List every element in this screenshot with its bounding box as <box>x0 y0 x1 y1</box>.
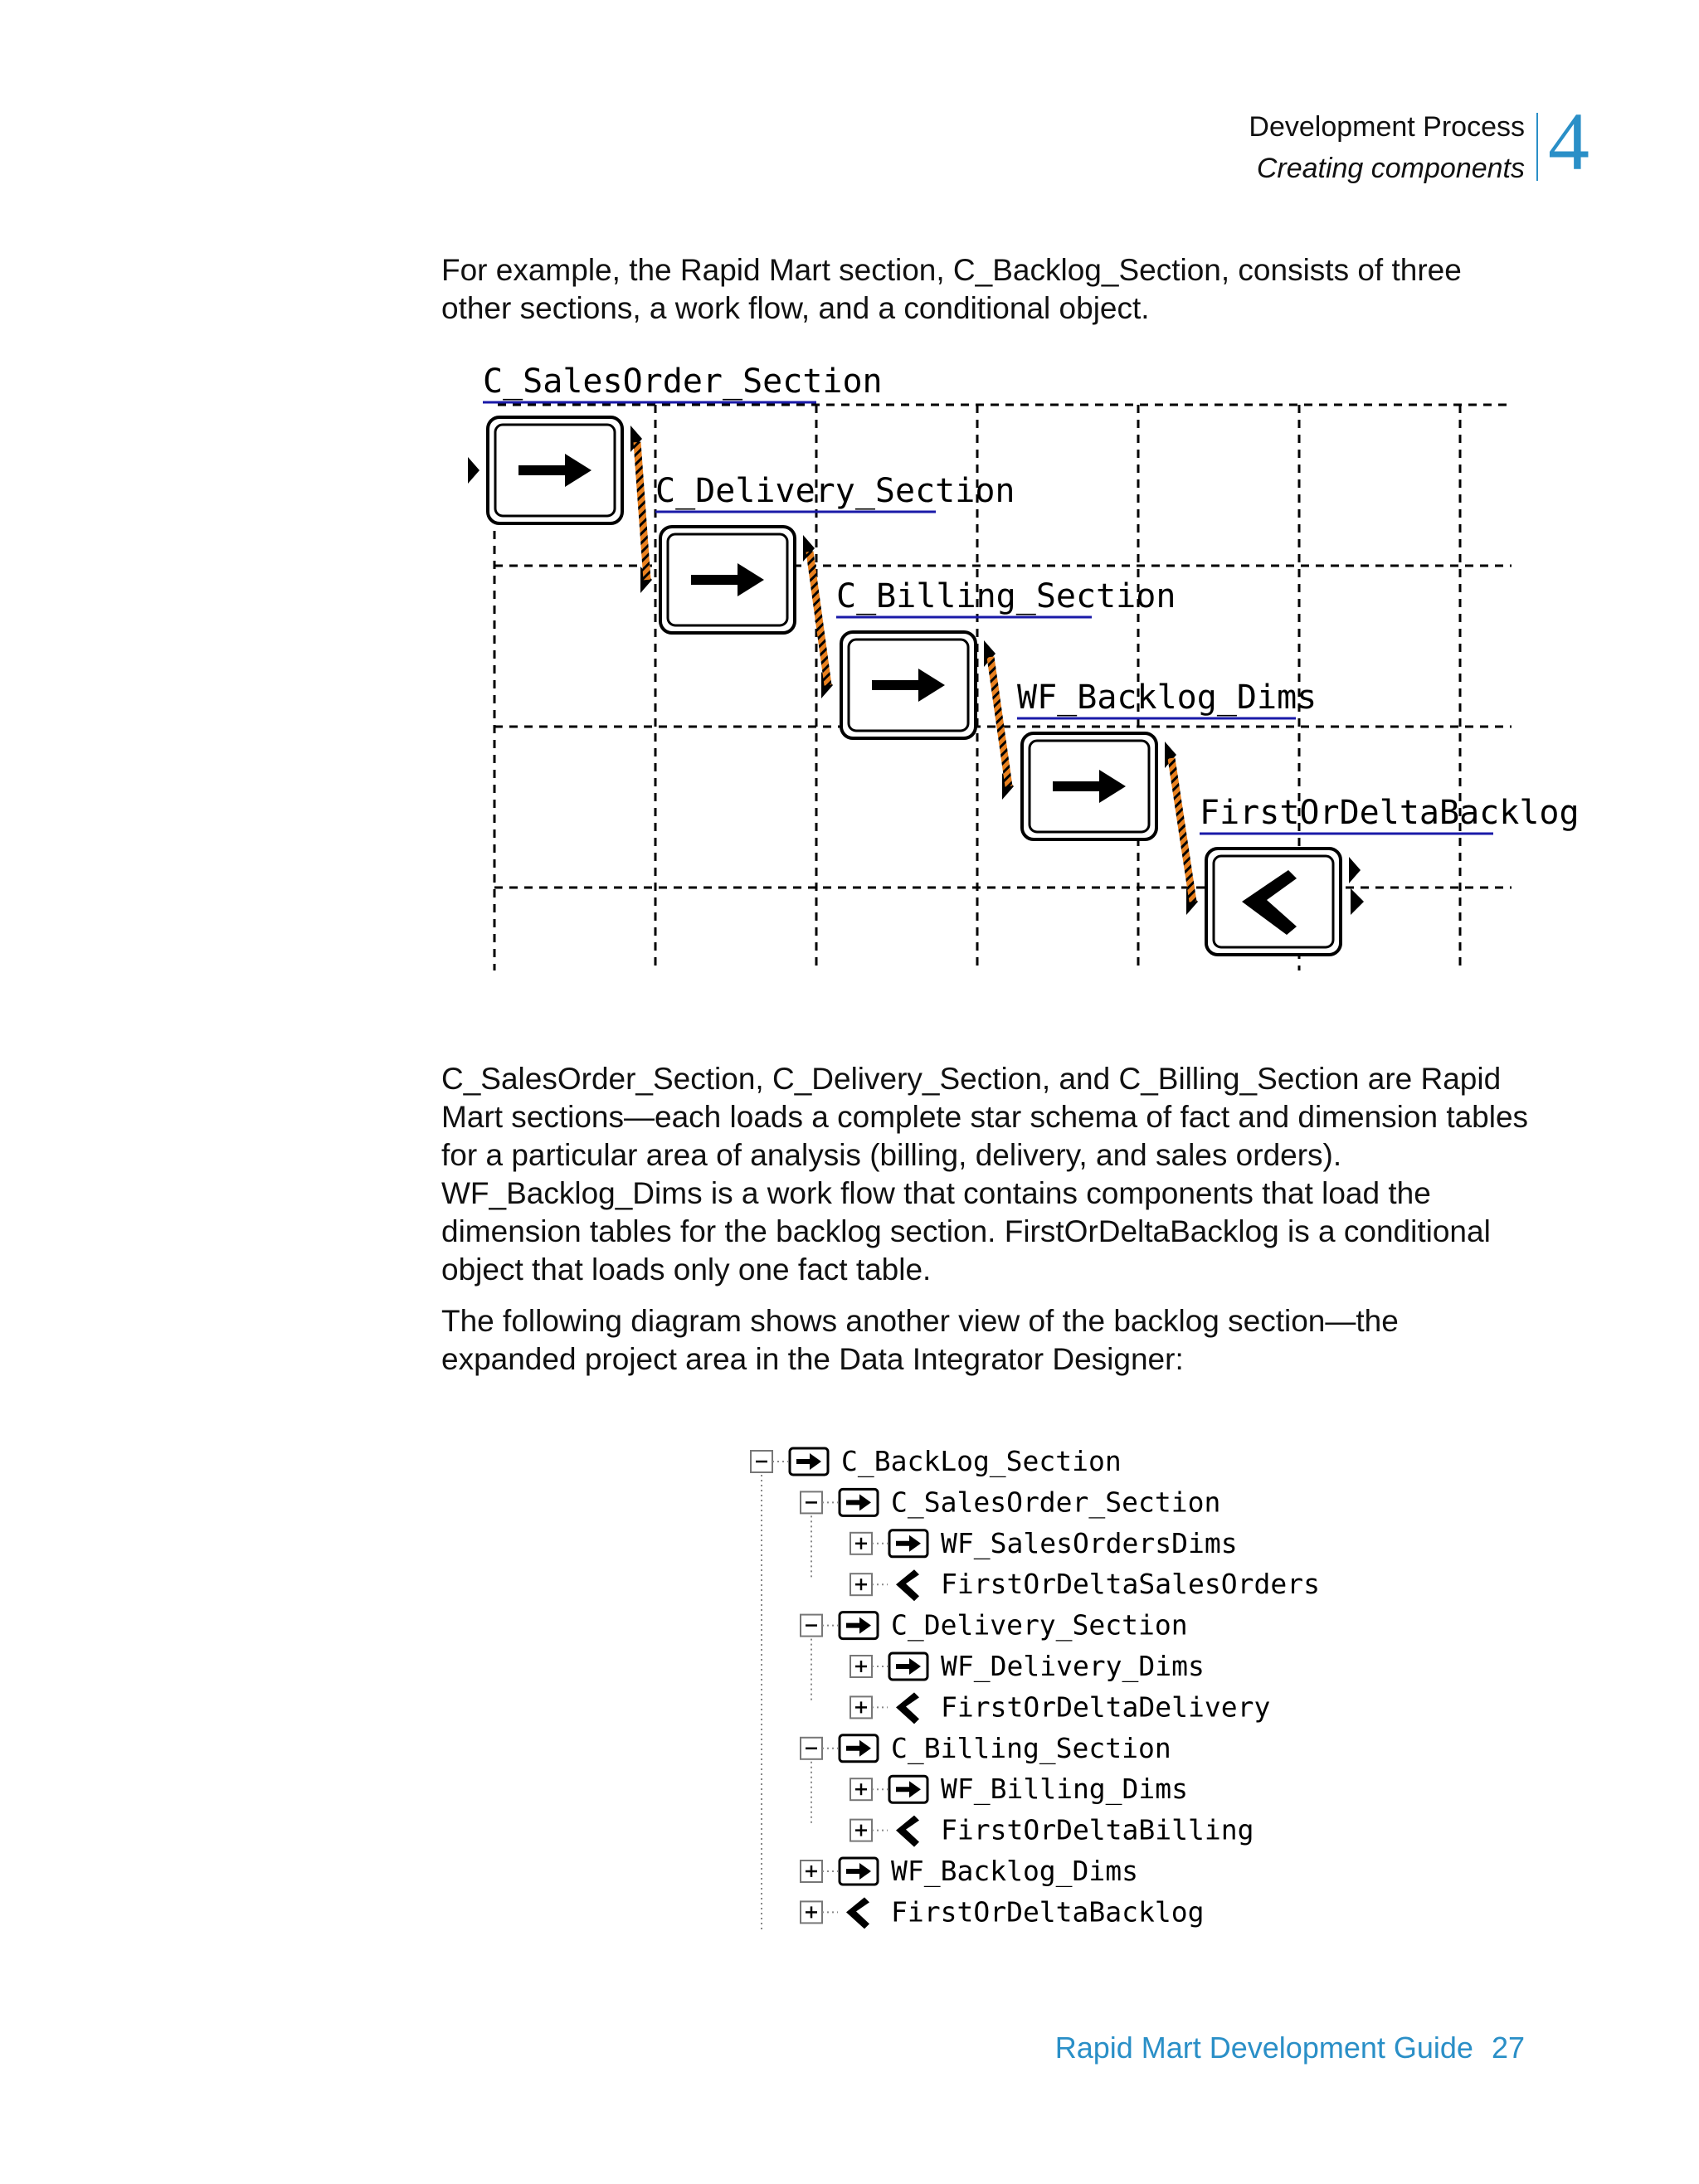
output-port-icon[interactable] <box>1349 857 1361 883</box>
workflow-icon <box>790 1448 828 1475</box>
arrow-right-icon <box>896 1781 921 1797</box>
tree-item[interactable] <box>801 1855 1138 1888</box>
collapse-icon[interactable] <box>801 1615 822 1637</box>
conditional-icon <box>896 1569 919 1601</box>
tree-item[interactable] <box>801 1486 1220 1519</box>
expand-icon[interactable] <box>801 1901 822 1923</box>
diagram-node-label: C_Billing_Section <box>836 577 1176 615</box>
following-paragraph: The following diagram shows another view of the backlog section—the expanded project area in the Data Integrator Designer: <box>441 1304 1399 1376</box>
expand-icon[interactable] <box>850 1778 872 1800</box>
chapter-number: 4 <box>1548 95 1589 187</box>
conditional-icon <box>896 1692 919 1724</box>
workflow-connector[interactable] <box>991 657 1009 786</box>
tree-item-label: FirstOrDeltaBilling <box>941 1813 1254 1846</box>
expand-icon[interactable] <box>850 1656 872 1677</box>
arrow-right-icon <box>796 1453 821 1470</box>
tree-item[interactable] <box>801 1732 1171 1765</box>
tree-item-label: C_Delivery_Section <box>891 1608 1188 1642</box>
workflow-connector[interactable] <box>1171 758 1193 902</box>
collapse-icon[interactable] <box>801 1738 822 1759</box>
diagram-node-label: FirstOrDeltaBacklog <box>1200 794 1580 832</box>
input-port-icon[interactable] <box>468 457 480 484</box>
footer-guide-title: Rapid Mart Development Guide <box>1054 2031 1473 2065</box>
workflow-diagram <box>0 0 1699 1012</box>
output-port-icon[interactable] <box>1351 888 1364 915</box>
tree-item[interactable] <box>850 1650 1205 1683</box>
workflow-icon <box>840 1735 878 1762</box>
tree-item[interactable] <box>801 1609 1188 1642</box>
expand-icon[interactable] <box>850 1533 872 1554</box>
diagram-node-label: WF_Backlog_Dims <box>1017 679 1317 717</box>
collapse-icon[interactable] <box>801 1491 822 1513</box>
diagram-node[interactable] <box>1186 794 1580 955</box>
conditional-icon <box>896 1816 919 1847</box>
arrow-right-icon <box>846 1740 871 1757</box>
arrow-right-icon <box>896 1658 921 1675</box>
tree-item[interactable] <box>850 1690 1270 1724</box>
diagram-node-inner-box <box>1214 856 1333 947</box>
tree-item-label: C_Billing_Section <box>891 1731 1171 1764</box>
tree-item-label: FirstOrDeltaSalesOrders <box>941 1568 1320 1601</box>
diagram-node-label: C_SalesOrder_Section <box>483 362 883 401</box>
tree-item[interactable] <box>850 1527 1238 1560</box>
tree-item-label: WF_Delivery_Dims <box>941 1650 1205 1682</box>
arrow-right-icon <box>846 1494 871 1510</box>
workflow-icon <box>840 1489 878 1515</box>
workflow-connector[interactable] <box>637 442 647 580</box>
tree-item[interactable] <box>850 1568 1320 1601</box>
workflow-icon <box>889 1653 927 1680</box>
tree-item-label: WF_SalesOrdersDims <box>941 1526 1238 1559</box>
tree-item-label: FirstOrDeltaDelivery <box>941 1690 1271 1724</box>
expand-icon[interactable] <box>850 1696 872 1718</box>
workflow-icon <box>889 1530 927 1557</box>
tree-item-label: FirstOrDeltaBacklog <box>891 1895 1205 1929</box>
arrow-right-icon <box>896 1535 921 1552</box>
arrow-right-icon <box>846 1863 871 1880</box>
expand-icon[interactable] <box>801 1861 822 1882</box>
workflow-icon <box>840 1858 878 1885</box>
page-footer <box>1055 2031 1525 2065</box>
conditional-icon <box>846 1897 869 1929</box>
tree-item[interactable] <box>850 1773 1188 1806</box>
diagram-node-label: C_Delivery_Section <box>655 472 1015 510</box>
tree-item-label: C_BackLog_Section <box>841 1445 1122 1477</box>
header-title: Development Process <box>1249 111 1525 143</box>
tree-item[interactable] <box>751 1445 1122 1478</box>
arrow-right-icon <box>846 1617 871 1634</box>
explanation-paragraph: C_SalesOrder_Section, C_Delivery_Section, and C_Billing_Section are Rapid Mart sections—each loads a complete star schema of fact and dimension tables for a particular area of analysis (billing, delivery, and sales orders). WF_Backlog_Dims is a work flow that contains components that load the dimension tables for the backlog section. FirstOrDeltaBacklog is a conditional object that loads only one fact table. <box>441 1062 1529 1287</box>
tree-item-label: WF_Backlog_Dims <box>891 1855 1139 1887</box>
collapse-icon[interactable] <box>751 1451 772 1472</box>
page-number: 27 <box>1491 2031 1525 2065</box>
tree-item-label: C_SalesOrder_Section <box>891 1486 1221 1519</box>
expand-icon[interactable] <box>850 1574 872 1595</box>
expand-icon[interactable] <box>850 1820 872 1841</box>
header-subtitle: Creating components <box>1256 153 1525 184</box>
workflow-icon <box>840 1612 878 1639</box>
tree-item[interactable] <box>801 1895 1205 1929</box>
workflow-icon <box>889 1776 927 1802</box>
intro-paragraph: For example, the Rapid Mart section, C_Backlog_Section, consists of three other sections, a work flow, and a conditional object. <box>441 253 1462 325</box>
tree-item[interactable] <box>850 1814 1254 1847</box>
workflow-connector[interactable] <box>810 552 828 685</box>
tree-item-label: WF_Billing_Dims <box>941 1773 1189 1806</box>
